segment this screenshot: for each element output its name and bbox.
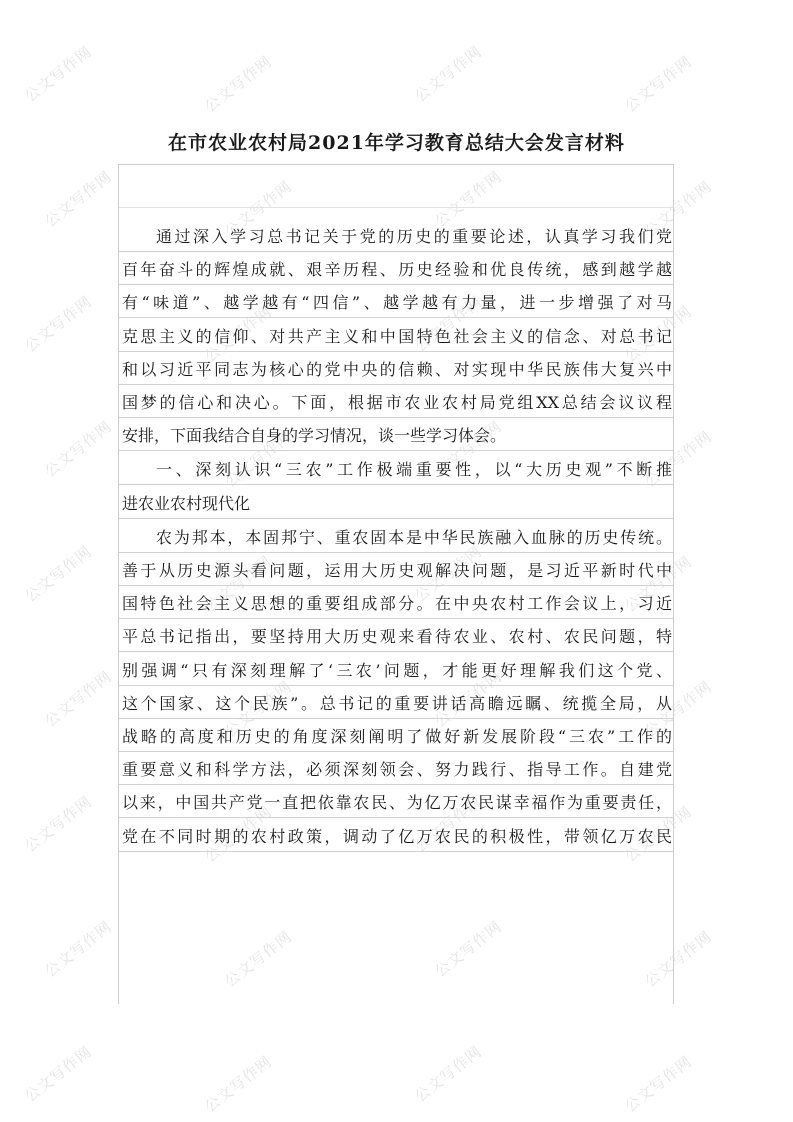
- paragraph-line: 和以习近平同志为核心的党中央的信赖、对实现中华民族伟大复兴中: [118, 355, 674, 385]
- watermark-text: 公文写作网: [21, 792, 96, 856]
- watermark-text: 公文写作网: [201, 552, 276, 616]
- watermark-text: 公文写作网: [641, 677, 716, 741]
- watermark-text: 公文写作网: [221, 427, 296, 491]
- watermark-text: 公文写作网: [41, 167, 116, 231]
- watermark-text: 公文写作网: [411, 542, 486, 606]
- paragraph-line: 以来，中国共产党一直把依靠农民、为亿万农民谋幸福作为重要责任，: [118, 788, 674, 818]
- paragraph-line: 国梦的信心和决心。下面，根据市农业农村局党组XX总结会议议程: [118, 388, 674, 418]
- watermark-text: 公文写作网: [621, 52, 696, 116]
- watermark-text: 公文写作网: [621, 552, 696, 616]
- watermark-text: 公文写作网: [431, 417, 506, 481]
- watermark-text: 公文写作网: [21, 1042, 96, 1106]
- frame-header-row: [119, 165, 673, 208]
- paragraph-line: 别强调“只有深刻理解了‘三农’问题，才能更好理解我们这个党、: [118, 656, 674, 686]
- paragraph-line: 有“味道”、越学越有“四信”、越学越有力量，进一步增强了对马: [118, 288, 674, 318]
- paragraph-line: 克思主义的信仰、对共产主义和中国特色社会主义的信念、对总书记: [118, 322, 674, 352]
- watermark-text: 公文写作网: [221, 927, 296, 991]
- watermark-text: 公文写作网: [411, 792, 486, 856]
- watermark-text: 公文写作网: [41, 917, 116, 981]
- paragraph-line: 这个国家、这个民族”。总书记的重要讲话高瞻远瞩、统揽全局，从: [118, 689, 674, 719]
- paragraph-line: 安排，下面我结合自身的学习情况，谈一些学习体会。: [118, 421, 674, 451]
- paragraph-line: 国特色社会主义思想的重要组成部分。在中央农村工作会议上，习近: [118, 589, 674, 619]
- watermark-text: 公文写作网: [201, 1052, 276, 1116]
- watermark-text: 公文写作网: [201, 52, 276, 116]
- watermark-text: 公文写作网: [621, 302, 696, 366]
- watermark-text: 公文写作网: [411, 292, 486, 356]
- watermark-text: 公文写作网: [411, 42, 486, 106]
- watermark-text: 公文写作网: [41, 667, 116, 731]
- paragraph-line: 善于从历史源头看问题，运用大历史观解决问题，是习近平新时代中: [118, 556, 674, 586]
- watermark-text: 公文写作网: [641, 927, 716, 991]
- watermark-text: 公文写作网: [201, 802, 276, 866]
- watermark-text: 公文写作网: [21, 292, 96, 356]
- watermark-text: 公文写作网: [431, 667, 506, 731]
- watermark-text: 公文写作网: [621, 1052, 696, 1116]
- watermark-text: 公文写作网: [201, 302, 276, 366]
- watermark-text: 公文写作网: [41, 417, 116, 481]
- paragraph-line: 百年奋斗的辉煌成就、艰辛历程、历史经验和优良传统，感到越学越: [118, 255, 674, 285]
- watermark-text: 公文写作网: [641, 177, 716, 241]
- paragraph-line: 平总书记指出，要坚持用大历史观来看待农业、农村、农民问题，特: [118, 622, 674, 652]
- paragraph-line: 通过深入学习总书记关于党的历史的重要论述，认真学习我们党: [118, 222, 674, 252]
- watermark-text: 公文写作网: [431, 917, 506, 981]
- paragraph-line: 战略的高度和历史的角度深刻阐明了做好新发展阶段“三农”工作的: [118, 722, 674, 752]
- watermark-text: 公文写作网: [221, 677, 296, 741]
- section-heading-line: 一、深刻认识“三农”工作极端重要性，以“大历史观”不断推: [118, 455, 674, 485]
- watermark-text: 公文写作网: [431, 167, 506, 231]
- watermark-text: 公文写作网: [21, 42, 96, 106]
- watermark-text: 公文写作网: [621, 802, 696, 866]
- paragraph-line: 重要意义和科学方法，必须深刻领会、努力践行、指导工作。自建党: [118, 755, 674, 785]
- watermark-text: 公文写作网: [21, 542, 96, 606]
- paragraph-line: 党在不同时期的农村政策，调动了亿万农民的积极性，带领亿万农民: [118, 822, 674, 852]
- watermark-text: 公文写作网: [221, 177, 296, 241]
- section-heading-line: 进农业农村现代化: [118, 489, 674, 519]
- watermark-text: 公文写作网: [641, 427, 716, 491]
- watermark-text: 公文写作网: [411, 1042, 486, 1106]
- paragraph-line: 农为邦本，本固邦宁、重农固本是中华民族融入血脉的历史传统。: [118, 523, 674, 553]
- document-title: 在市农业农村局2021年学习教育总结大会发言材料: [168, 132, 625, 154]
